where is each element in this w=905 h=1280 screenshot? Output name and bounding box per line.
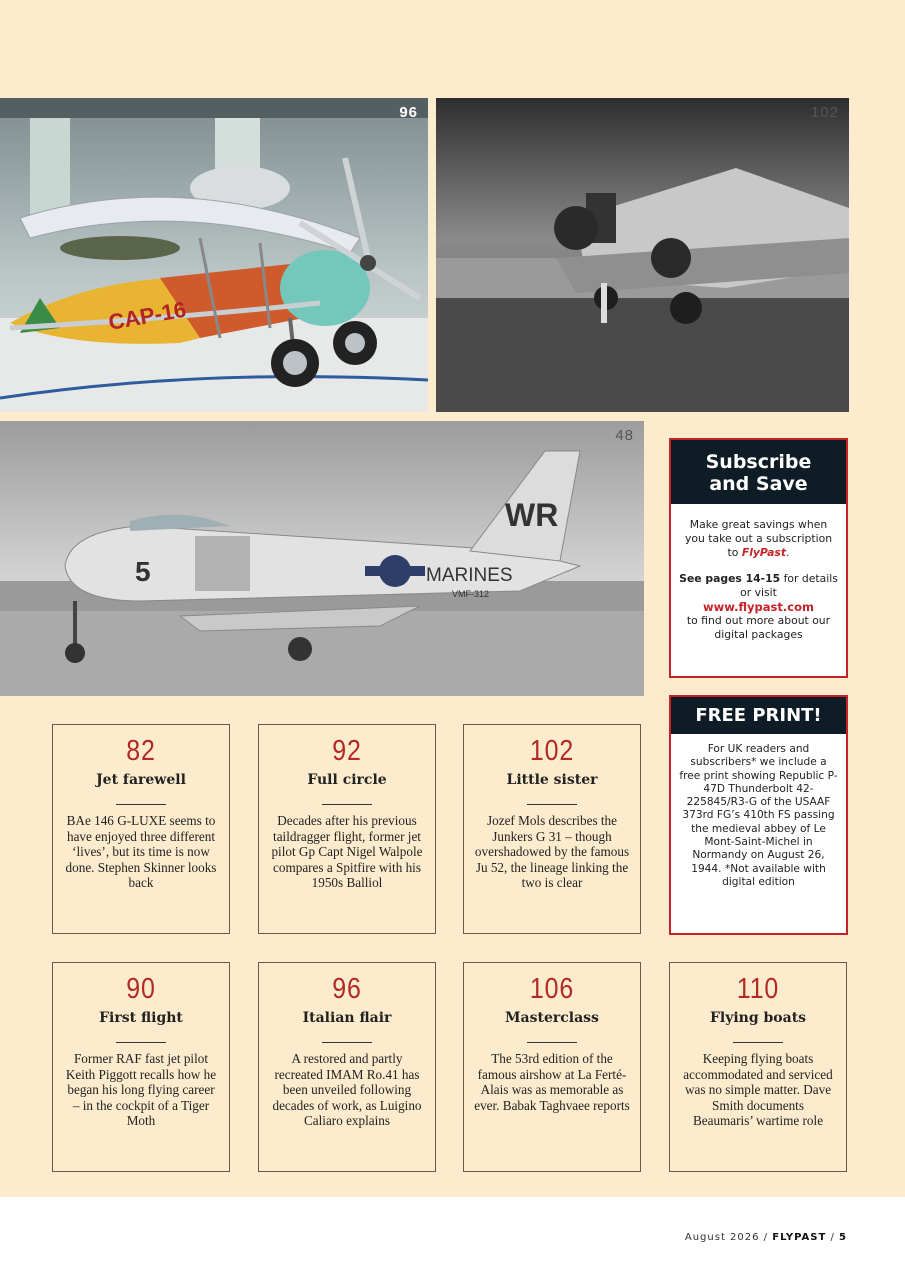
footer-separator: /: [826, 1232, 840, 1243]
subscribe-text: Make great savings when you take out a subscription to: [684, 518, 833, 559]
subscribe-paragraph-1: [679, 518, 838, 560]
card-description: BAe 146 G-LUXE seems to have enjoyed three different ‘lives’, but its time is now done. Stephen Skinner looks back: [65, 813, 217, 891]
biplane-illustration: [0, 98, 428, 412]
card-description: The 53rd edition of the famous airshow at La Ferté-Alais was as memorable as ever. Babak Taghvaee reports: [474, 1051, 630, 1113]
card-divider: [116, 1042, 166, 1043]
contents-card[interactable]: [52, 962, 230, 1172]
subscribe-box[interactable]: [669, 438, 848, 678]
card-page-number: 82: [126, 735, 156, 767]
subscribe-text-final: to find out more about our digital packages: [686, 614, 831, 641]
subscribe-text-mid: for details or visit: [740, 572, 838, 599]
footer-page-number: 5: [839, 1232, 847, 1243]
photo-fj-fury[interactable]: [0, 421, 644, 696]
card-title: Flying boats: [709, 1010, 807, 1026]
jet-illustration: [0, 421, 644, 696]
jet-marking-tail: WR: [505, 497, 559, 533]
card-title: Little sister: [506, 772, 598, 788]
subscribe-header: [671, 440, 846, 504]
card-divider: [527, 1042, 577, 1043]
card-description: Former RAF fast jet pilot Keith Piggott recalls how he began his long flying career – in the cockpit of a Tiger Moth: [65, 1051, 217, 1129]
page-footer: [685, 1232, 847, 1243]
free-print-box: [669, 695, 848, 935]
subscribe-title-line1: Subscribe: [705, 451, 812, 473]
photo-page-number: 96: [399, 104, 418, 121]
card-title: Jet farewell: [96, 772, 186, 788]
flypast-brand: FlyPast: [741, 546, 787, 559]
contents-card[interactable]: [258, 962, 436, 1172]
contents-card[interactable]: [258, 724, 436, 934]
contents-card[interactable]: [463, 724, 641, 934]
card-page-number: 92: [332, 735, 362, 767]
card-title: First flight: [99, 1010, 183, 1026]
photo-page-number: 48: [615, 427, 634, 444]
subscribe-title-line2: and Save: [709, 473, 808, 495]
card-divider: [527, 804, 577, 805]
card-page-number: 102: [529, 735, 575, 767]
card-description: Decades after his previous taildragger flight, former jet pilot Gp Capt Nigel Walpole compares a Spitfire with his 1950s Balliol: [271, 813, 423, 891]
card-divider: [733, 1042, 783, 1043]
jet-marking-side: MARINES: [426, 565, 513, 586]
contents-card[interactable]: [669, 962, 847, 1172]
card-page-number: 106: [529, 973, 575, 1005]
footer-magazine: FLYPAST: [772, 1232, 827, 1243]
free-print-title: FREE PRINT!: [671, 697, 846, 734]
flypast-url-link[interactable]: www.flypast.com: [703, 600, 814, 614]
card-divider: [116, 804, 166, 805]
card-title: Italian flair: [302, 1010, 392, 1026]
junkers-illustration: [436, 98, 849, 412]
subscribe-text-end: .: [786, 546, 790, 559]
contents-card[interactable]: [52, 724, 230, 934]
free-print-body: For UK readers and subscribers* we include a free print showing Republic P-47D Thunderbolt 42-225845/R3-G of the USAAF 373rd FG’s 410th FS passing the medieval abbey of Le Mont-Saint-Michel in Normandy on August 26, 1944. *Not available with digital edition: [679, 743, 838, 888]
jet-marking-nose: 5: [135, 556, 151, 587]
card-divider: [322, 1042, 372, 1043]
jet-marking-unit: VMF-312: [452, 589, 490, 599]
card-description: Jozef Mols describes the Junkers G 31 – though overshadowed by the famous Ju 52, the lineage linking the two is clear: [474, 813, 630, 891]
card-page-number: 96: [332, 973, 362, 1005]
subscribe-paragraph-2: [679, 572, 838, 642]
card-description: Keeping flying boats accommodated and serviced was no simple matter. Dave Smith documents Beaumaris’ wartime role: [683, 1051, 833, 1129]
card-description: A restored and partly recreated IMAM Ro.41 has been unveiled following decades of work, as Luigino Caliaro explains: [272, 1051, 422, 1129]
card-divider: [322, 804, 372, 805]
photo-page-number: 102: [810, 104, 839, 121]
card-page-number: 110: [736, 973, 780, 1005]
subscribe-body: [671, 504, 846, 642]
footer-separator: /: [759, 1232, 773, 1243]
contents-card[interactable]: [463, 962, 641, 1172]
card-title: Masterclass: [505, 1010, 599, 1026]
footer-date: August 2026: [684, 1232, 760, 1243]
card-title: Full circle: [307, 772, 387, 788]
subscribe-pages-ref: See pages 14-15: [679, 572, 781, 585]
card-page-number: 90: [126, 973, 156, 1005]
photo-imam-ro41[interactable]: [0, 98, 428, 412]
photo-junkers-g31[interactable]: [436, 98, 849, 412]
biplane-code: CAP-16: [106, 296, 188, 335]
